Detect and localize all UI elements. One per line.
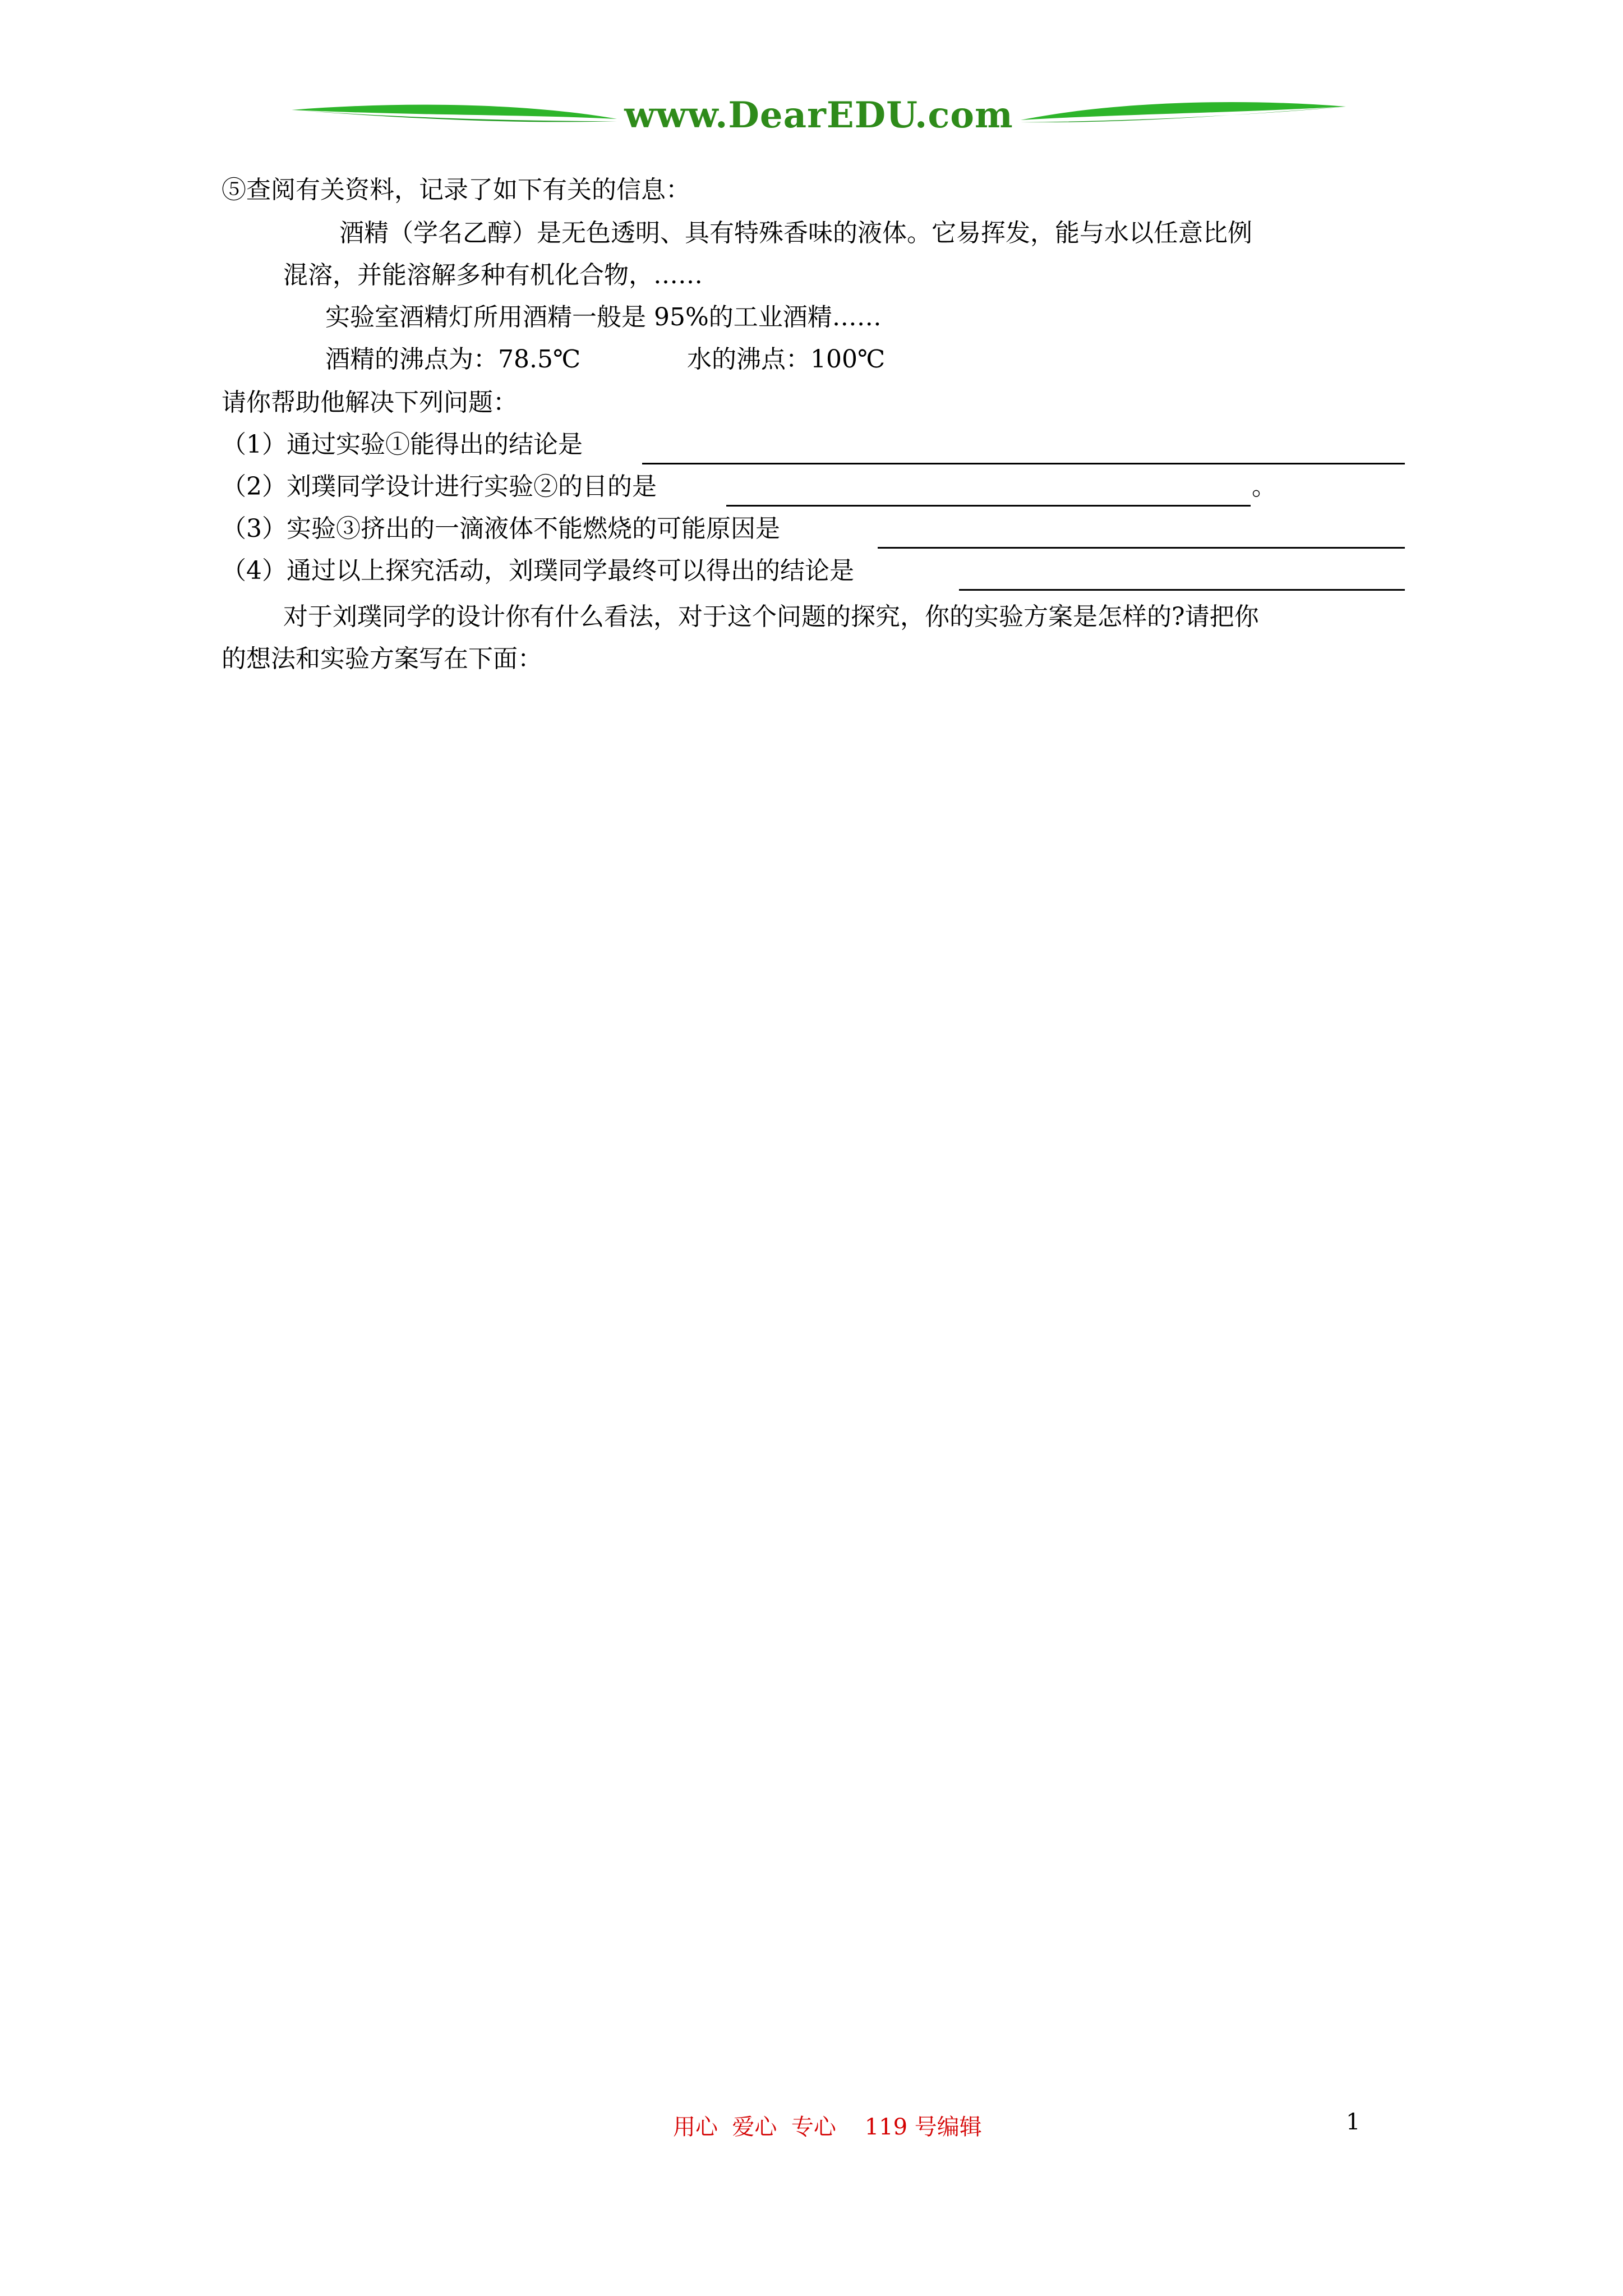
design-paragraph-line-2: 的想法和实验方案写在下面： bbox=[222, 645, 542, 673]
question-prompt: 请你帮助他解决下列问题： bbox=[222, 388, 518, 417]
question-3-answer-blank[interactable] bbox=[878, 547, 1405, 549]
info-line-1: 酒精（学名乙醇）是无色透明、具有特殊香味的液体。它易挥发，能与水以任意比例 bbox=[339, 219, 1252, 247]
question-4-label: （4）通过以上探究活动，刘璞同学最终可以得出的结论是 bbox=[222, 556, 854, 585]
info-boiling-point-ethanol: 酒精的沸点为：78.5℃ bbox=[325, 345, 581, 374]
question-3-label: （3）实验③挤出的一滴液体不能燃烧的可能原因是 bbox=[222, 514, 780, 543]
item-5-heading: ⑤查阅有关资料，记录了如下有关的信息： bbox=[222, 176, 690, 204]
question-2-answer-blank[interactable] bbox=[726, 505, 1251, 507]
footer-editor-note: 用心 爱心 专心 119 号编辑 bbox=[673, 2114, 982, 2140]
question-2-label: （2）刘璞同学设计进行实验②的目的是 bbox=[222, 472, 657, 501]
site-logo-text: www.DearEDU.com bbox=[624, 94, 1013, 136]
info-boiling-point-water: 水的沸点：100℃ bbox=[687, 345, 886, 374]
question-1-label: （1）通过实验①能得出的结论是 bbox=[222, 430, 583, 459]
info-line-3: 实验室酒精灯所用酒精一般是 95%的工业酒精…… bbox=[325, 303, 882, 332]
design-paragraph-line-1: 对于刘璞同学的设计你有什么看法，对于这个问题的探究，你的实验方案是怎样的?请把你 bbox=[283, 602, 1259, 631]
question-2-end-mark: 。 bbox=[1252, 472, 1276, 501]
question-4-answer-blank[interactable] bbox=[959, 589, 1405, 591]
question-1-answer-blank[interactable] bbox=[642, 463, 1405, 464]
site-header-banner bbox=[292, 90, 1346, 151]
info-line-2: 混溶，并能溶解多种有机化合物，…… bbox=[283, 261, 703, 289]
page-number: 1 bbox=[1346, 2109, 1361, 2135]
